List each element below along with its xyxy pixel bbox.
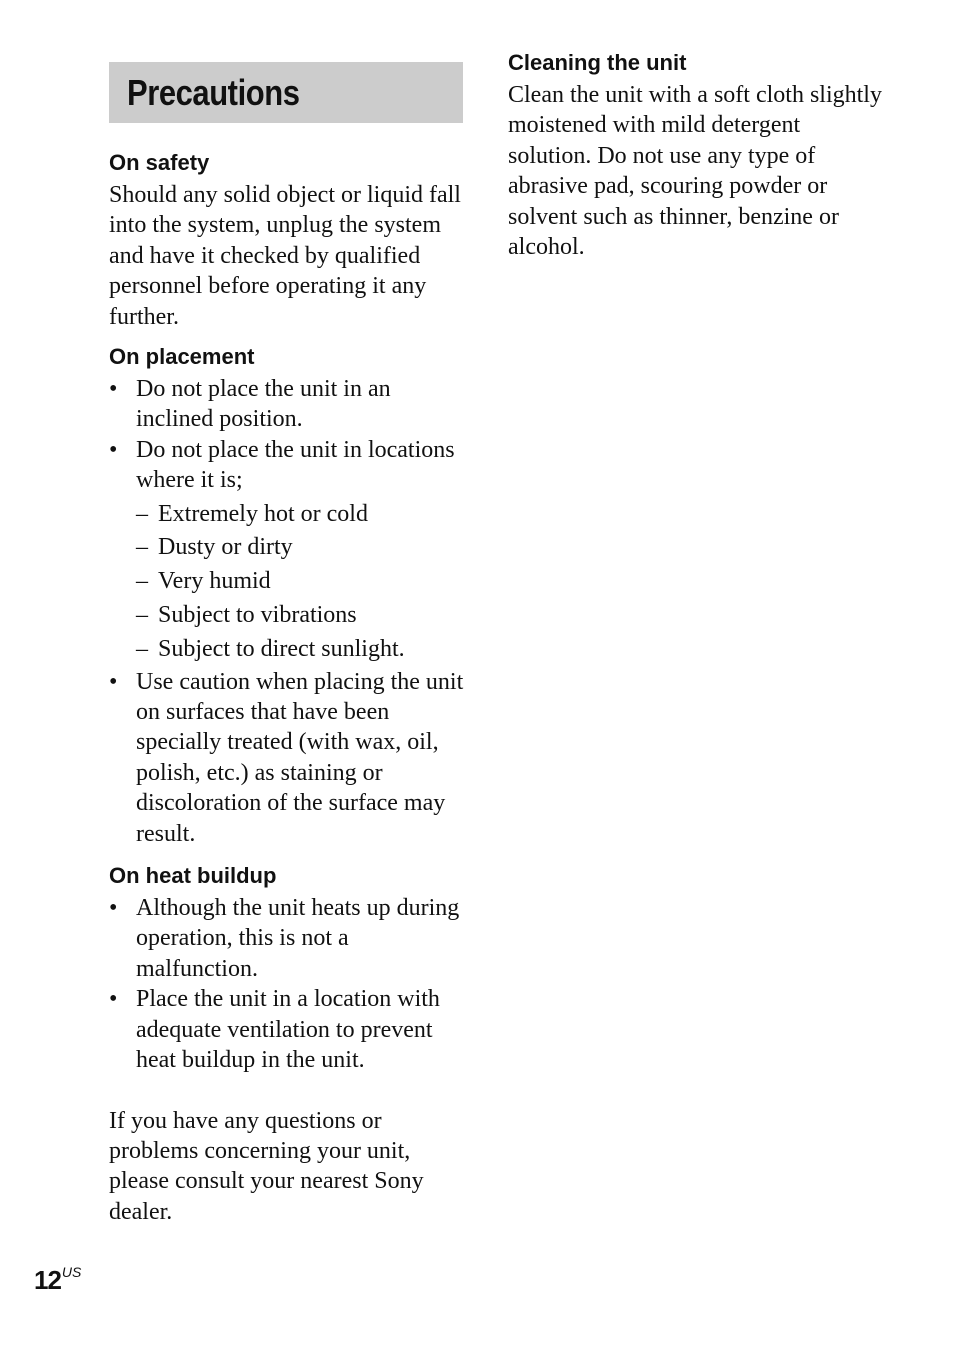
page-title: Precautions [127, 71, 300, 113]
on-placement-heading: On placement [109, 344, 255, 370]
list-item [109, 498, 469, 532]
heat-item-text: Place the unit in a location with adequate ventilation to prevent heat buildup in the unit. [136, 986, 440, 1074]
placement-list [109, 374, 469, 496]
placement-item-text: Use caution when placing the unit on surfaces that have been specially treated (with wax, oil, polish, etc.) as staining or discoloration of the surface may result. [136, 668, 464, 847]
list-item [109, 374, 469, 435]
condition-text: Extremely hot or cold [158, 500, 368, 527]
bullet-mark: • [109, 986, 118, 1013]
dash-mark: – [136, 568, 148, 595]
dash-mark: – [136, 534, 148, 561]
on-safety-heading: On safety [109, 150, 210, 175]
list-item [109, 565, 469, 599]
cleaning-heading: Cleaning the unit [508, 50, 687, 75]
page-region-label: US [61, 1264, 82, 1280]
title-band [109, 62, 463, 123]
page-number-value: 12 [34, 1265, 61, 1295]
condition-text: Very humid [158, 568, 271, 595]
heat-item-text: Although the unit heats up during operation, this is not a malfunction. [136, 895, 460, 982]
list-item [109, 667, 469, 849]
bullet-mark: • [109, 376, 118, 403]
condition-text: Subject to direct sunlight. [158, 635, 405, 662]
right-column [508, 48, 888, 262]
list-item [109, 633, 469, 667]
bullet-mark: • [109, 436, 118, 463]
bullet-mark: • [109, 895, 118, 922]
list-item [109, 435, 469, 496]
placement-conditions-list [109, 498, 469, 667]
dash-mark: – [136, 635, 148, 662]
list-item [109, 984, 469, 1075]
condition-text: Dusty or dirty [158, 534, 293, 561]
list-item [109, 893, 469, 984]
placement-list-continued [109, 667, 469, 849]
heat-list [109, 893, 469, 1075]
cleaning-text: Clean the unit with a soft cloth slightly moistened with mild detergent solution. Do not use any type of abrasive pad, scouring powder or solvent such as thinner, benzine or alcohol. [508, 82, 882, 261]
placement-item-text: Do not place the unit in locations where it is; [136, 436, 455, 494]
bullet-mark: • [109, 668, 118, 695]
page-number [34, 1264, 81, 1296]
condition-text: Subject to vibrations [158, 602, 357, 629]
closing-text: If you have any questions or problems concerning your unit, please consult your nearest Sony dealer. [109, 1107, 424, 1225]
on-heat-buildup-heading: On heat buildup [109, 863, 277, 889]
list-item [109, 531, 469, 565]
placement-item-text: Do not place the unit in an inclined position. [136, 376, 391, 433]
dash-mark: – [136, 602, 148, 629]
list-item [109, 599, 469, 633]
on-safety-text: Should any solid object or liquid fall into the system, unplug the system and have it checked by qualified personnel before operating it any further. [109, 182, 461, 330]
dash-mark: – [136, 500, 148, 527]
left-column [109, 62, 469, 1227]
